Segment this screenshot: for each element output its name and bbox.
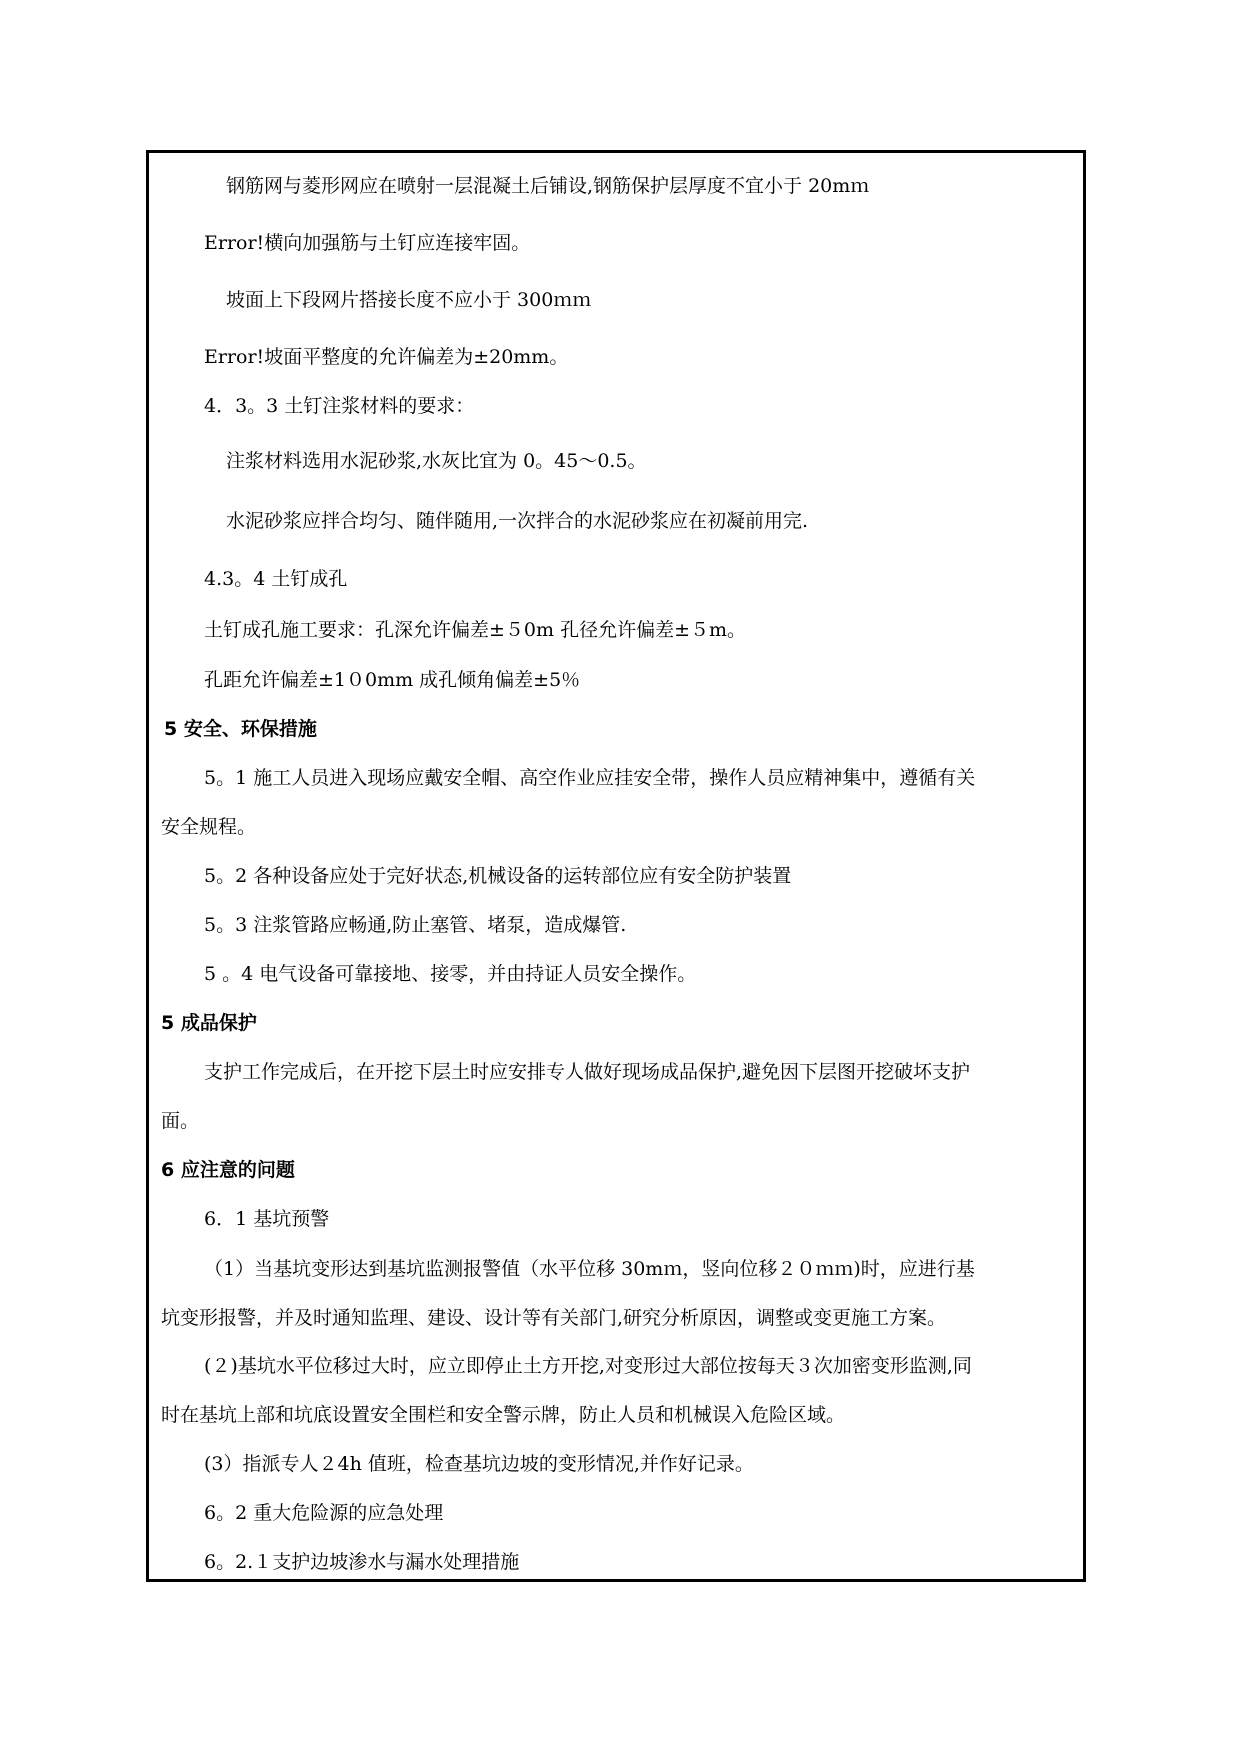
- section-subheading: 6。2.１支护边坡渗水与漏水处理措施: [204, 1551, 520, 1573]
- paragraph-line: 时在基坑上部和坑底设置安全围栏和安全警示牌，防止人员和机械误入危险区域。: [161, 1404, 846, 1426]
- paragraph-line: 5 。4 电气设备可靠接地、接零，并由持证人员安全操作。: [204, 963, 697, 985]
- paragraph-line: 5。1 施工人员进入现场应戴安全帽、高空作业应挂安全带，操作人员应精神集中，遵循有关: [204, 767, 976, 789]
- paragraph-line: 钢筋网与菱形网应在喷射一层混凝土后铺设,钢筋保护层厚度不宜小于 20mｍ: [226, 175, 870, 197]
- paragraph-line: 孔距允许偏差±1０0mm 成孔倾角偏差±5％: [204, 669, 581, 691]
- document-frame: [146, 150, 1086, 1582]
- paragraph-line: 5。2 各种设备应处于完好状态,机械设备的运转部位应有安全防护装置: [204, 865, 792, 887]
- section-heading: 6 应注意的问题: [161, 1159, 295, 1181]
- section-heading: 5 成品保护: [161, 1012, 257, 1034]
- section-subheading: 6。2 重大危险源的应急处理: [204, 1502, 444, 1524]
- paragraph-line: 支护工作完成后，在开挖下层土时应安排专人做好现场成品保护,避免因下层图开挖破坏支护: [204, 1061, 971, 1083]
- paragraph-line: 注浆材料选用水泥砂浆,水灰比宜为 0。45～0.5。: [226, 450, 647, 472]
- paragraph-line: 5。3 注浆管路应畅通,防止塞管、堵泵，造成爆管.: [204, 914, 627, 936]
- paragraph-line: （1）当基坑变形达到基坑监测报警值（水平位移 30mｍ，竖向位移２０ｍｍ)时，应进行基: [204, 1258, 975, 1280]
- paragraph-line: 土钉成孔施工要求：孔深允许偏差±５0m 孔径允许偏差±５m。: [204, 619, 747, 641]
- section-subheading: 6．1 基坑预警: [204, 1208, 330, 1230]
- paragraph-line: 坑变形报警，并及时通知监理、建设、设计等有关部门,研究分析原因，调整或变更施工方案。: [161, 1307, 947, 1329]
- section-subheading: 4．3。3 土钉注浆材料的要求：: [204, 395, 475, 417]
- section-heading: 5 安全、环保措施: [164, 718, 317, 740]
- paragraph-line: (3）指派专人２4h 值班，检查基坑边坡的变形情况,并作好记录。: [204, 1453, 754, 1475]
- paragraph-line: 坡面上下段网片搭接长度不应小于 300ｍｍ: [226, 289, 592, 311]
- paragraph-line: Error!坡面平整度的允许偏差为±20mm。: [204, 346, 569, 368]
- paragraph-line: 安全规程。: [161, 816, 257, 838]
- section-subheading: 4.3。4 土钉成孔: [204, 568, 348, 590]
- paragraph-line: 水泥砂浆应拌合均匀、随伴随用,一次拌合的水泥砂浆应在初凝前用完.: [226, 510, 809, 532]
- paragraph-line: 面。: [161, 1110, 200, 1132]
- paragraph-line: (２)基坑水平位移过大时，应立即停止土方开挖,对变形过大部位按每天３次加密变形监测,同: [204, 1355, 972, 1377]
- paragraph-line: Error!横向加强筋与土钉应连接牢固。: [204, 232, 531, 254]
